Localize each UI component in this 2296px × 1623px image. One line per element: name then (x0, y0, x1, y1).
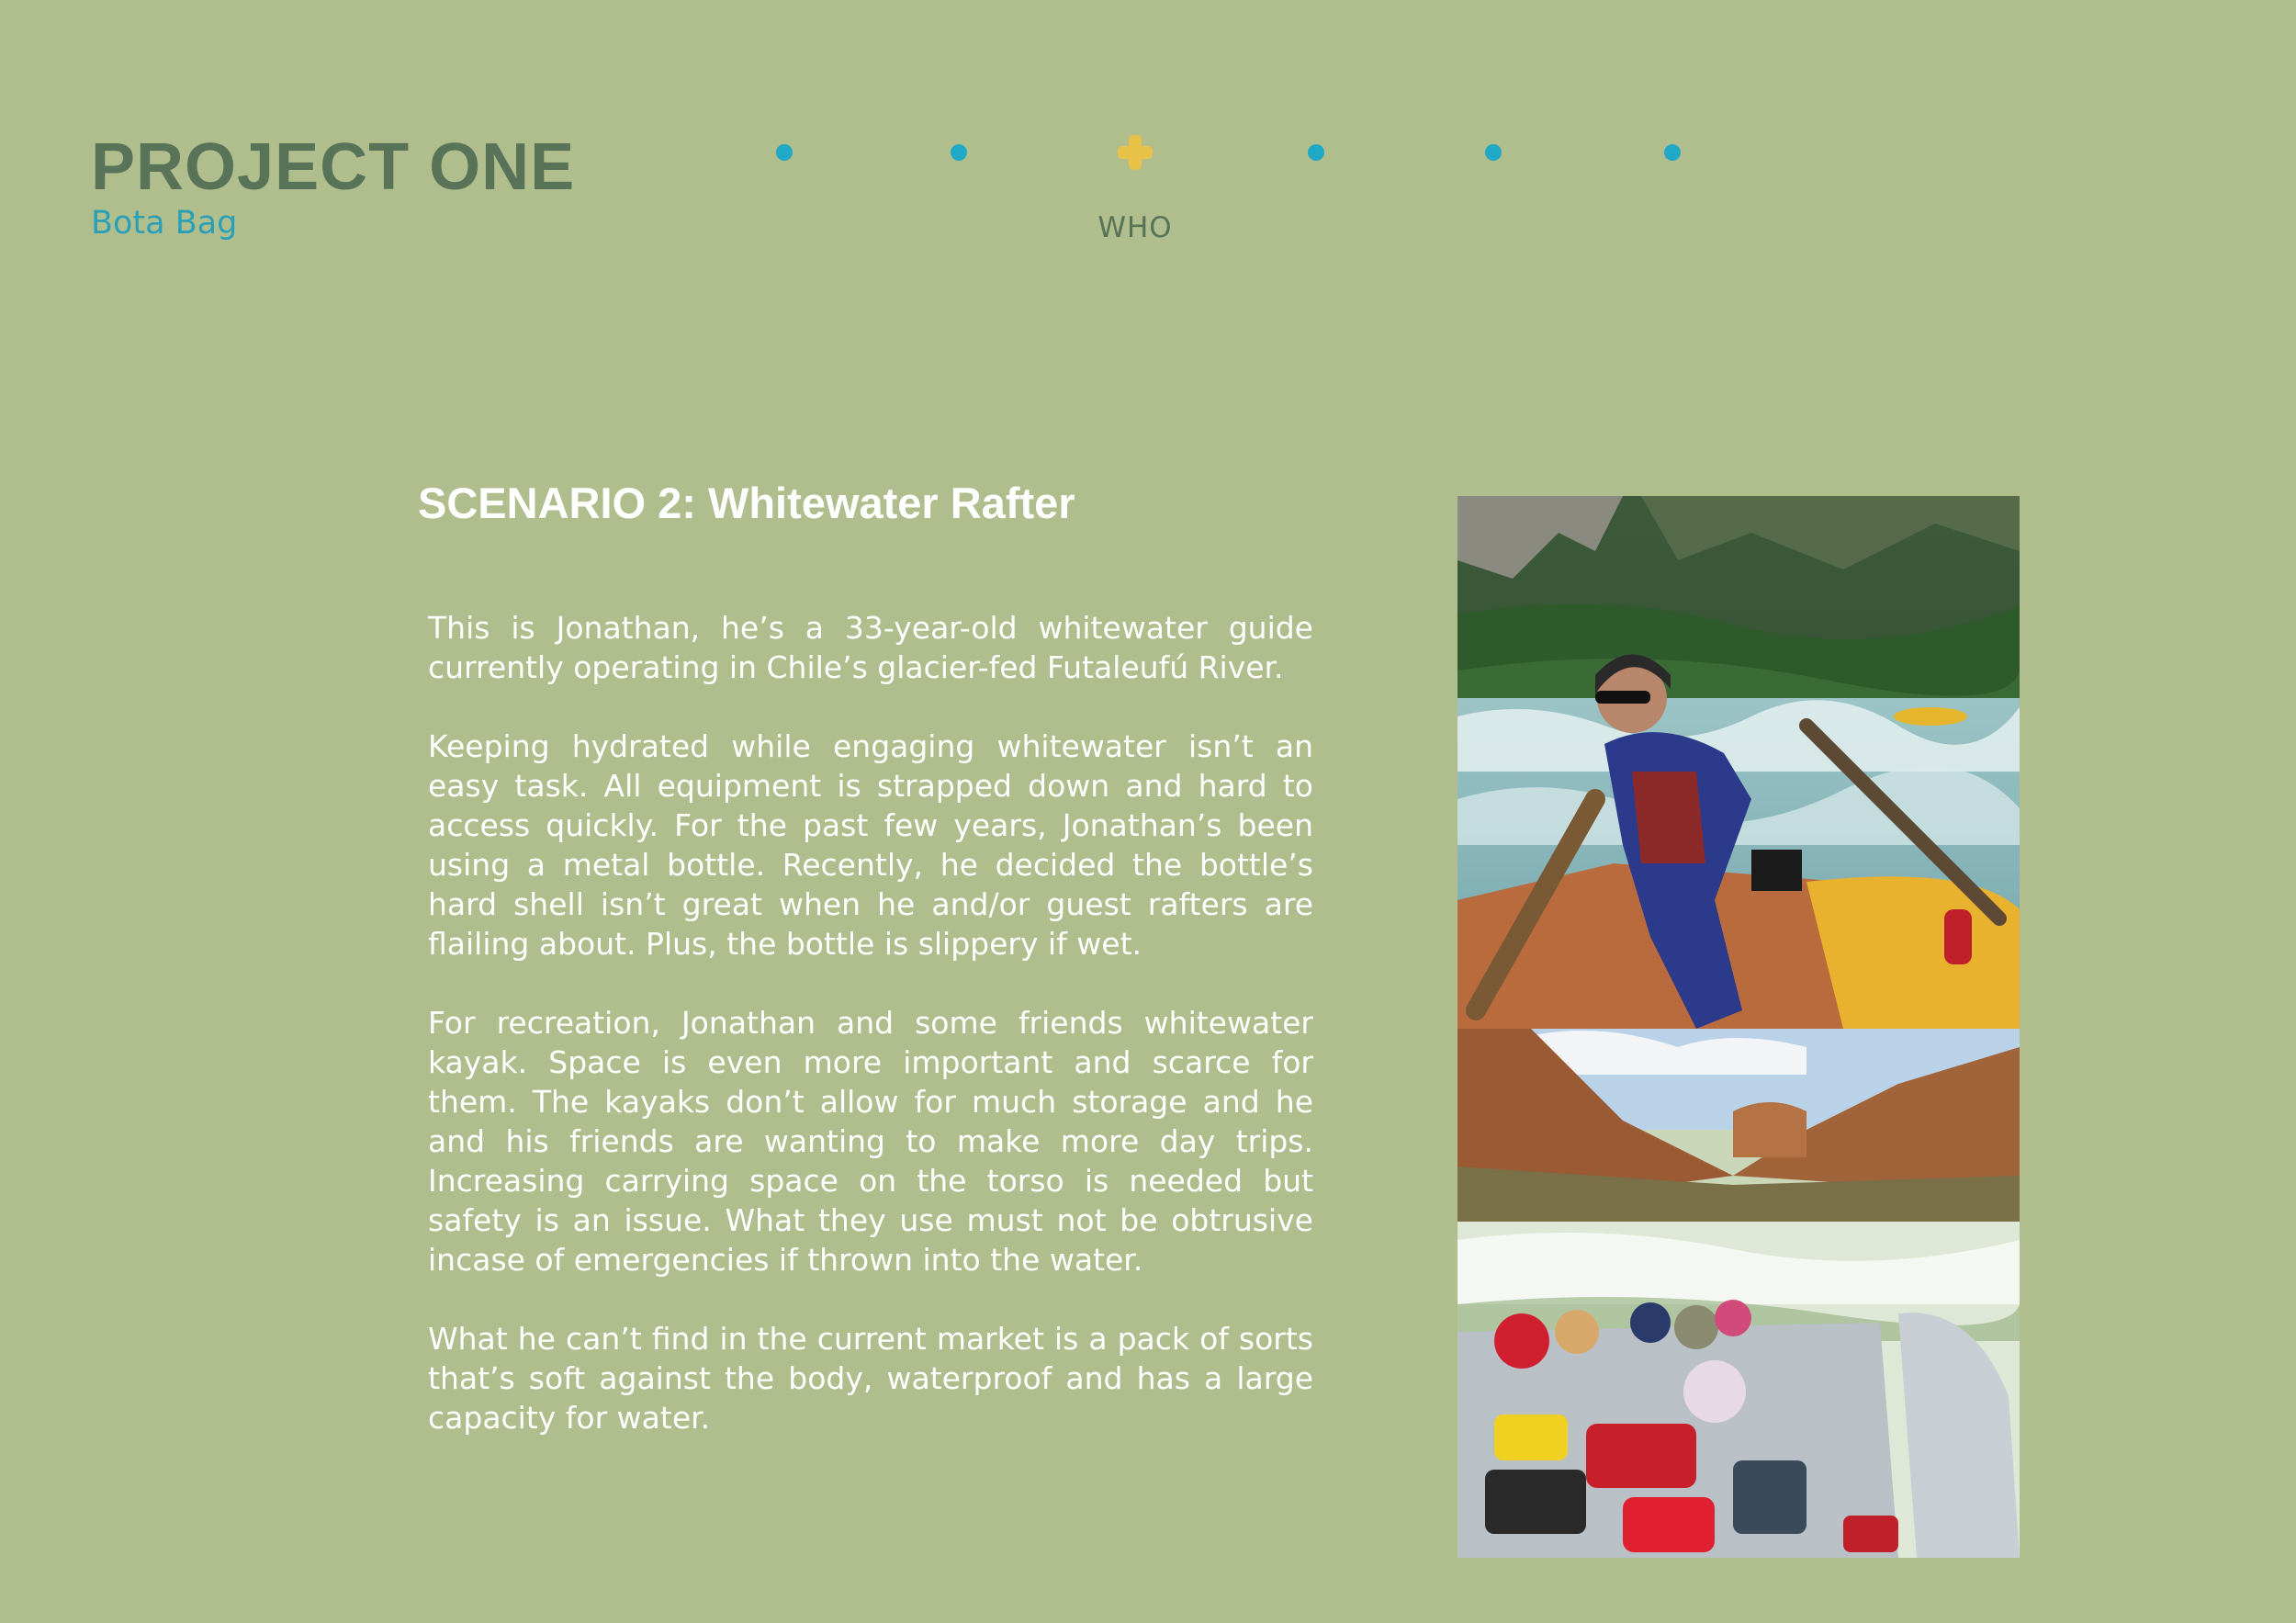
scenario-paragraph: For recreation, Jonathan and some friends whitewater kayak. Space is even more important and scarce for them. The kayaks don’t allow for much storage and he and his friends are wanting to make more day trips. Increasing carrying space on the torso is needed but safety is an issue. What they use must not be obtrusive incase of emergencies if thrown into the water. (428, 1005, 1313, 1278)
scenario-paragraph: Keeping hydrated while engaging whitewater isn’t an easy task. All equipment is strapped down and hard to access quickly. For the past few years, Jonathan’s been using a metal bottle. Recently, he decided the bottle’s hard shell isn’t great when he and/or guest rafters are flailing about. Plus, the bottle is slippery if wet. (428, 728, 1313, 962)
scenario-title: SCENARIO 2: Whitewater Rafter (418, 479, 1075, 527)
scenario-body (428, 608, 1313, 1477)
canyon-raft-photo (1458, 1029, 2020, 1558)
project-title: PROJECT ONE (91, 130, 576, 204)
nav-active-plus-icon[interactable] (1118, 135, 1153, 170)
nav-dot-6[interactable] (1664, 144, 1681, 161)
nav-active-label: WHO (1097, 211, 1173, 244)
scenario-paragraph: This is Jonathan, he’s a 33-year-old whitewater guide currently operating in Chile’s glacier-fed Futaleufú River. (428, 610, 1313, 685)
nav-dot-2[interactable] (951, 144, 967, 161)
project-subtitle: Bota Bag (91, 205, 238, 242)
raft-guide-photo (1458, 496, 2020, 1029)
nav-dot-5[interactable] (1485, 144, 1502, 161)
progress-nav (0, 0, 2296, 276)
scenario-paragraph: What he can’t find in the current market is a pack of sorts that’s soft against the body, waterproof and has a large capacity for water. (428, 1321, 1313, 1436)
nav-dot-1[interactable] (776, 144, 793, 161)
nav-dot-4[interactable] (1308, 144, 1324, 161)
